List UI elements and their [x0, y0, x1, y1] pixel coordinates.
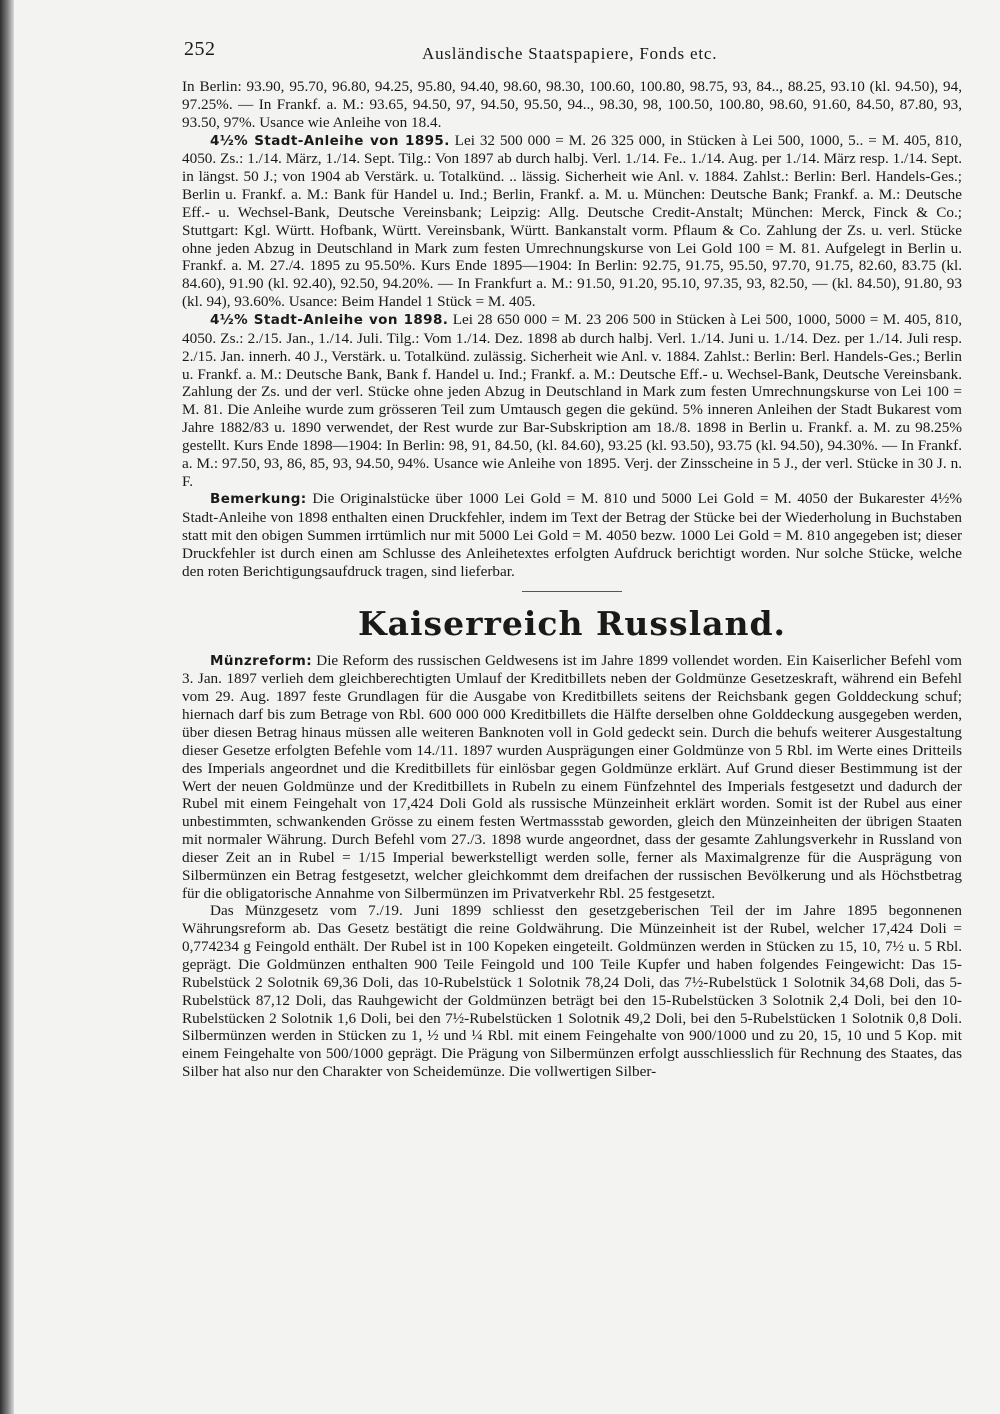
page-header — [182, 38, 962, 68]
loan-1895-paragraph — [182, 132, 962, 311]
coin-reform-heading: Münzreform: — [210, 652, 312, 669]
page-number: 252 — [184, 38, 216, 60]
loan-1898-text: Lei 28 650 000 = M. 23 206 500 in Stücken à Lei 500, 1000, 5000 = M. 405, 810, 4050. Zs.: 2./15. Jan., 1./14. Juli. Tilg.: Vom 1./14. Dez. 1898 ab durch halbj. Verl. 1./14. Juni u. 1./14. Dez. per 1./14. Juli resp. 2./15. Jan. innerh. 40 J., Verstärk. u. Totalkünd. zulässig. Sicherheit wie Anl. v. 1884. Zahlst.: Berlin: Berl. Handels-Ges.; Berlin u. Frankf. a. M.: Deutsche Bank, Bank f. Handel u. Ind.; Frankf. a. M.: Deutsche Eff.- u. Wechsel-Bank, Deutsche Vereinsbank. Zahlung der Zs. und der verl. Stücke ohne jeden Abzug in Deutschland in Mark zum festen Umrechnungskurse von Lei 100 = M. 81. Die Anleihe wurde zum grösseren Teil zum Umtausch gegen die gekünd. 5% inneren Anleihen der Stadt Bukarest vom Jahre 1882/83 u. 1890 verwendet, der Rest wurde zur Bar-Subskription am 18./8. 1898 in Berlin u. Frankf. a. M. zu 98.25% gestellt. Kurs Ende 1898—1904: In Berlin: 98, 91, 84.50, (kl. 84.60), 93.25 (kl. 93.50), 93.75 (kl. 94.50), 94.30%. — In Frankf. a. M.: 97.50, 93, 86, 85, 93, 94.50, 94%. Usance wie Anleihe von 1895. Verj. der Zinsscheine in 5 J., der verl. Stücke in 30 J. n. F. — [182, 310, 962, 490]
section-divider — [522, 591, 622, 592]
loan-1895-text: Lei 32 500 000 = M. 26 325 000, in Stücken à Lei 500, 1000, 5.. = M. 405, 810, 4050. Zs.: 1./14. März, 1./14. Sept. Tilg.: Von 1897 ab durch halbj. Verl. 1./14. Fe.. 1./14. Aug. per 1./14. März resp. 1./14. Sept. in längst. 50 J.; von 1904 ab Verstärk. u. Totalkünd. .. lässig. Sicherheit wie Anl. v. 1884. Zahlst.: Berlin: Berl. Handels-Ges.; Berlin u. Frankf. a. M.: Bank für Handel u. Ind.; Berlin, Frankf. a. M. u. München: Deutsche Bank; Frankf. a. M.: Deutsche Eff.- u. Wechsel-Bank, Deutsche Vereinsbank; Leipzig: Allg. Deutsche Credit-Anstalt; München: Merck, Finck & Co.; Stuttgart: Kgl. Württ. Hofbank, Württ. Vereinsbank, Württ. Bankanstalt vorm. Pflaum & Co. Zahlung der Zs. u. verl. Stücke ohne jeden Abzug in Deutschland in Mark zum festen Umrechnungskurse von Lei Gold 100 = M. 81. Aufgelegt in Berlin u. Frankf. a. M. 27./4. 1895 zu 95.50%. Kurs Ende 1895—1904: In Berlin: 92.75, 91.75, 95.50, 97.70, 91.75, 82.60, 83.75 (kl. 84.60), 91.90 (kl. 92.40), 92.50, 94.20%. — In Frankfurt a. M.: 91.50, 91.20, 95.10, 97.35, 93, 82.50, — (kl. 84.50), 91.80, 93 (kl. 94), 93.60%. Usance: Beim Handel 1 Stück = M. 405. — [182, 131, 962, 311]
section-title: Kaiserreich Russland. — [357, 603, 787, 643]
coin-reform-text: Die Reform des russischen Geldwesens ist im Jahre 1899 vollendet worden. Ein Kaiserlicher Befehl vom 3. Jan. 1897 verlieh dem gleichberechtigten Umlauf der Kreditbillets neben der Goldmünze Gesetzeskraft, während ein Befehl vom 29. Aug. 1897 feste Grundlagen für die Ausgabe von Kreditbillets seitens der Reichsbank gegen Golddeckung schuf; hiernach darf bis zum Betrage von Rbl. 600 000 000 Kreditbillets die Hälfte derselben ohne Golddeckung ausgegeben werden, über diesen Betrag hinaus müssen alle weiteren Banknoten voll in Gold gedeckt sein. Durch die behufs weiterer Ausgestaltung dieser Gesetze erfolgten Befehle vom 14./11. 1897 wurden Ausprägungen einer Goldmünze von 5 Rbl. im Werte eines Dritteils des Imperials angeordnet und die Kreditbillets für einlösbar gegen Goldmünze erklärt. Auf Grund dieser Bestimmung ist der Wert der neuen Goldmünze und der Kreditbillets in Rubeln zu einem Fünfzehntel des Imperials festgesetzt und dadurch der Rubel mit einem Feingehalt von 17,424 Doli Gold als russische Münzeinheit erklärt worden. Somit ist der Rubel aus einer unbestimmten, schwankenden Grösse zu einem festen Wertmassstab geworden, gleich den Münzeinheiten der übrigen Staaten mit normaler Währung. Durch Befehl vom 27./3. 1898 wurde angeordnet, dass der gesamte Zahlungsverkehr in Russland von dieser Zeit an in Rubel = 1/15 Imperial bewerkstelligt werden solle, ferner als Maximalgrenze für die Ausprägung von Silbermünzen ein Betrag festgesetzt, welcher gleichkommt dem dreifachen der russischen Bevölkerung und als Höchstbetrag für die obligatorische Annahme von Silbermünzen im Privatverkehr Rbl. 25 festgesetzt. — [182, 651, 962, 902]
remark-heading: Bemerkung: — [210, 491, 307, 508]
coin-reform-paragraph — [182, 652, 962, 903]
page-body — [182, 78, 962, 1081]
running-head: Ausländische Staatspapiere, Fonds etc. — [422, 44, 718, 63]
remark-text: Die Originalstücke über 1000 Lei Gold = M. 810 und 5000 Lei Gold = M. 4050 der Bukarester 4½% Stadt-Anleihe von 1898 enthalten einen Druckfehler, indem im Text der Betrag der Stücke bei der Wiederholung in Buchstaben statt mit den obigen Summen irrtümlich nur mit 5000 Lei Gold = M. 4050 bezw. 1000 Lei Gold = M. 810 angegeben ist; dieser Druckfehler ist durch einen am Schlusse des Anleihetextes erfolgten Aufdruck berichtigt worden. Nur solche Stücke, welche den roten Berichtigungsaufdruck tragen, sind lieferbar. — [182, 490, 962, 580]
price-history-paragraph: In Berlin: 93.90, 95.70, 96.80, 94.25, 95.80, 94.40, 98.60, 98.30, 100.60, 100.80, 98.75, 93, 84.., 88.25, 93.10 (kl. 94.50), 94, 97.25%. — In Frankf. a. M.: 93.65, 94.50, 97, 94.50, 95.50, 94.., 98.30, 98, 100.50, 100.80, 98.60, 91.60, 84.50, 87.80, 93, 93.50, 97%. Usance wie Anleihe von 18.4. — [182, 78, 962, 131]
loan-1895-heading: 4½% Stadt-Anleihe von 1895. — [210, 132, 450, 149]
remark-paragraph — [182, 490, 962, 580]
coin-law-paragraph: Das Münzgesetz vom 7./19. Juni 1899 schliesst den gesetzgeberischen Teil der im Jahre 1895 begonnenen Währungsreform ab. Das Gesetz bestätigt die reine Goldwährung. Die Münzeinheit ist der Rubel, welcher 17,424 Doli = 0,774234 g Feingold enthält. Der Rubel ist in 100 Kopeken eingeteilt. Goldmünzen werden in Stücken zu 15, 10, 7½ u. 5 Rbl. geprägt. Die Goldmünzen enthalten 900 Teile Feingold und 100 Teile Kupfer und haben folgendes Feingewicht: Das 15-Rubelstück 2 Solotnik 69,36 Doli, das 10-Rubelstück 1 Solotnik 78,24 Doli, das 7½-Rubelstück 1 Solotnik 34,68 Doli, das 5-Rubelstück 87,12 Doli, das Rauhgewicht der Goldmünzen beträgt bei den 15-Rubelstücken 3 Solotnik 2,4 Doli, bei den 10-Rubelstücken 2 Solotnik 1,6 Doli, bei den 7½-Rubelstücken 1 Solotnik 49,2 Doli, bei den 5-Rubelstücken 1 Solotnik 0,8 Doli. Silbermünzen werden in Stücken zu 1, ½ und ¼ Rbl. mit einem Feingehalte von 900/1000 und zu 20, 15, 10 und 5 Kop. mit einem Feingehalte von 500/1000 geprägt. Die Prägung von Silbermünzen erfolgt ausschliesslich für Rechnung des Staates, das Silber hat also nur den Charakter von Scheidemünze. Die vollwertigen Silber- — [182, 902, 962, 1081]
loan-1898-heading: 4½% Stadt-Anleihe von 1898. — [210, 311, 449, 328]
loan-1898-paragraph — [182, 311, 962, 490]
